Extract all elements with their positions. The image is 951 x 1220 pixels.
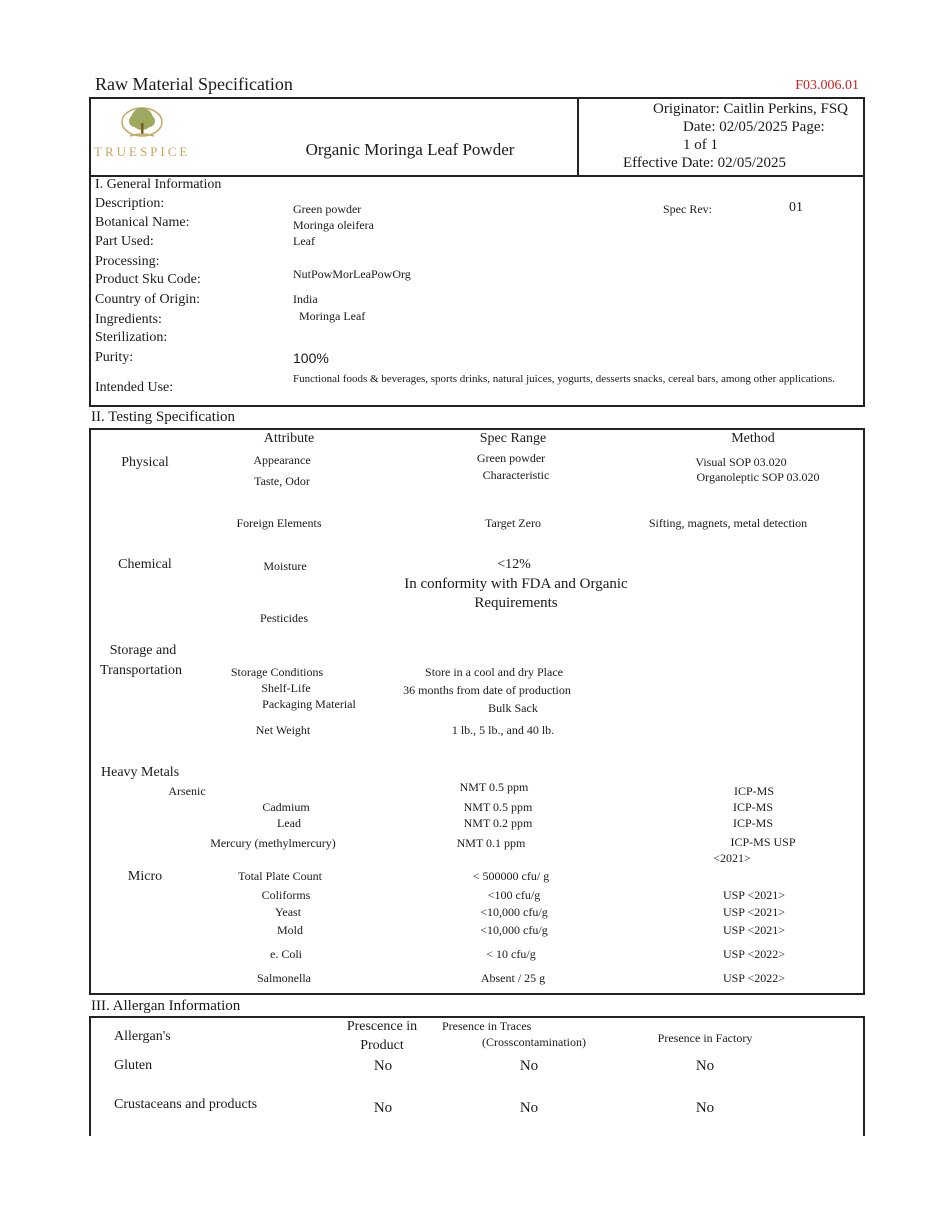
category-chemical: Chemical: [118, 557, 172, 572]
attr-mold: Mold: [276, 923, 304, 937]
spec-arsenic: NMT 0.5 ppm: [459, 780, 529, 794]
spec-coliforms: <100 cfu/g: [487, 888, 541, 902]
spec-lead: NMT 0.2 ppm: [463, 816, 533, 830]
label-botanical: Botanical Name:: [95, 215, 190, 230]
spec-taste: Characteristic: [482, 468, 550, 482]
attr-shelf-life: Shelf-Life: [261, 681, 311, 695]
attr-mercury: Mercury (methylmercury): [210, 836, 336, 850]
method-mercury-1: ICP-MS USP: [730, 835, 796, 849]
method-mercury-2: <2021>: [713, 851, 751, 865]
method-mold: USP <2021>: [722, 923, 786, 937]
label-intended-use: Intended Use:: [95, 380, 174, 395]
category-storage: Storage and: [109, 643, 177, 658]
attr-storage-conditions: Storage Conditions: [230, 665, 324, 679]
category-heavy-metals: Heavy Metals: [101, 765, 180, 780]
value-purity: 100%: [293, 350, 329, 366]
value-botanical: Moringa oleifera: [293, 218, 374, 232]
method-arsenic: ICP-MS: [733, 784, 775, 798]
attr-moisture: Moisture: [263, 559, 307, 573]
spec-appearance: Green powder: [476, 451, 546, 465]
value-ingredients: Moringa Leaf: [299, 309, 366, 323]
method-cadmium: ICP-MS: [732, 800, 774, 814]
attr-yeast: Yeast: [274, 905, 302, 919]
allergen-row-name: Crustaceans and products: [114, 1097, 258, 1112]
allergen-section-title: III. Allergan Information: [91, 998, 241, 1014]
spec-net-weight: 1 lb., 5 lb., and 40 lb.: [451, 723, 555, 737]
brand-logo-text: TRUESPICE: [94, 144, 191, 159]
category-micro: Micro: [127, 869, 163, 884]
attr-pesticides: Pesticides: [260, 611, 308, 625]
allergen-header-product-1: Prescence in: [346, 1019, 418, 1034]
spec-storage-conditions: Store in a cool and dry Place: [425, 665, 563, 679]
spec-pesticides-2: Requirements: [474, 595, 558, 611]
allergen-row-factory: No: [695, 1100, 715, 1116]
general-section-title: I. General Information: [95, 177, 222, 192]
label-sku: Product Sku Code:: [95, 272, 201, 287]
attr-lead: Lead: [277, 816, 301, 830]
attr-arsenic: Arsenic: [168, 784, 206, 798]
allergen-header-factory: Presence in Factory: [657, 1031, 753, 1045]
spec-packaging: Bulk Sack: [488, 701, 538, 715]
label-sterilization: Sterilization:: [95, 330, 168, 345]
header-spec-range: Spec Range: [479, 431, 547, 446]
allergen-header-product-2: Product: [360, 1038, 404, 1053]
header-method: Method: [731, 431, 775, 446]
spec-salmonella: Absent / 25 g: [480, 971, 546, 985]
allergen-row-traces: No: [519, 1058, 539, 1074]
allergen-row-name: Gluten: [114, 1058, 153, 1073]
attr-tpc: Total Plate Count: [238, 869, 322, 883]
spec-shelf-life: 36 months from date of production: [403, 683, 571, 697]
spec-moisture: <12%: [497, 557, 531, 572]
attr-foreign: Foreign Elements: [236, 516, 322, 530]
product-name: Organic Moringa Leaf Powder: [305, 140, 515, 159]
attr-ecoli: e. Coli: [270, 947, 302, 961]
spec-cadmium: NMT 0.5 ppm: [463, 800, 533, 814]
spec-rev-value: 01: [789, 200, 803, 215]
spec-mold: <10,000 cfu/g: [480, 923, 548, 937]
spec-yeast: <10,000 cfu/g: [480, 905, 548, 919]
label-processing: Processing:: [95, 254, 160, 269]
value-intended-use: Functional foods & beverages, sports drinks, natural juices, yogurts, desserts snacks, cereal bars, among other applications.: [293, 373, 835, 385]
header-attribute: Attribute: [263, 431, 315, 446]
value-part-used: Leaf: [293, 234, 315, 248]
category-transportation: Transportation: [100, 663, 182, 678]
method-taste: Organoleptic SOP 03.020: [696, 470, 820, 484]
attr-appearance: Appearance: [253, 453, 311, 467]
attr-cadmium: Cadmium: [262, 800, 310, 814]
document-title: Raw Material Specification: [95, 74, 293, 94]
value-country: India: [293, 292, 318, 306]
spec-tpc: < 500000 cfu/ g: [472, 869, 550, 883]
spec-mercury: NMT 0.1 ppm: [456, 836, 526, 850]
attr-salmonella: Salmonella: [257, 971, 311, 985]
document-code: F03.006.01: [795, 78, 859, 93]
method-appearance: Visual SOP 03.020: [695, 455, 787, 469]
attr-net-weight: Net Weight: [255, 723, 311, 737]
allergen-row-factory: No: [695, 1058, 715, 1074]
label-country: Country of Origin:: [95, 292, 200, 307]
effective-date: Effective Date: 02/05/2025: [623, 155, 787, 171]
method-foreign: Sifting, magnets, metal detection: [648, 516, 808, 530]
label-ingredients: Ingredients:: [95, 312, 162, 327]
attr-packaging: Packaging Material: [262, 697, 356, 711]
method-ecoli: USP <2022>: [722, 947, 786, 961]
category-physical: Physical: [121, 455, 169, 470]
method-coliforms: USP <2021>: [722, 888, 786, 902]
label-part-used: Part Used:: [95, 234, 154, 249]
method-lead: ICP-MS: [732, 816, 774, 830]
allergen-header-name: Allergan's: [114, 1029, 171, 1044]
allergen-row-product: No: [373, 1100, 393, 1116]
header-divider: [577, 97, 579, 175]
attr-taste: Taste, Odor: [254, 474, 310, 488]
value-description: Green powder: [293, 202, 362, 216]
allergen-row-product: No: [373, 1058, 393, 1074]
spec-pesticides-1: In conformity with FDA and Organic: [404, 576, 628, 592]
attr-coliforms: Coliforms: [261, 888, 311, 902]
spec-ecoli: < 10 cfu/g: [486, 947, 536, 961]
method-salmonella: USP <2022>: [722, 971, 786, 985]
label-purity: Purity:: [95, 350, 134, 365]
allergen-header-traces-2: (Crosscontamination): [482, 1035, 586, 1049]
spec-foreign: Target Zero: [485, 516, 541, 530]
date-page: Date: 02/05/2025 Page:: [683, 119, 825, 135]
page-of: 1 of 1: [683, 137, 718, 153]
originator: Originator: Caitlin Perkins, FSQ: [653, 101, 848, 117]
tree-icon: [118, 106, 166, 144]
method-yeast: USP <2021>: [722, 905, 786, 919]
allergen-header-traces-1: Presence in Traces: [442, 1019, 532, 1033]
value-sku: NutPowMorLeaPowOrg: [293, 267, 411, 281]
allergen-row-traces: No: [519, 1100, 539, 1116]
label-description: Description:: [95, 196, 165, 211]
testing-section-title: II. Testing Specification: [91, 409, 236, 425]
spec-rev-label: Spec Rev:: [663, 202, 712, 216]
